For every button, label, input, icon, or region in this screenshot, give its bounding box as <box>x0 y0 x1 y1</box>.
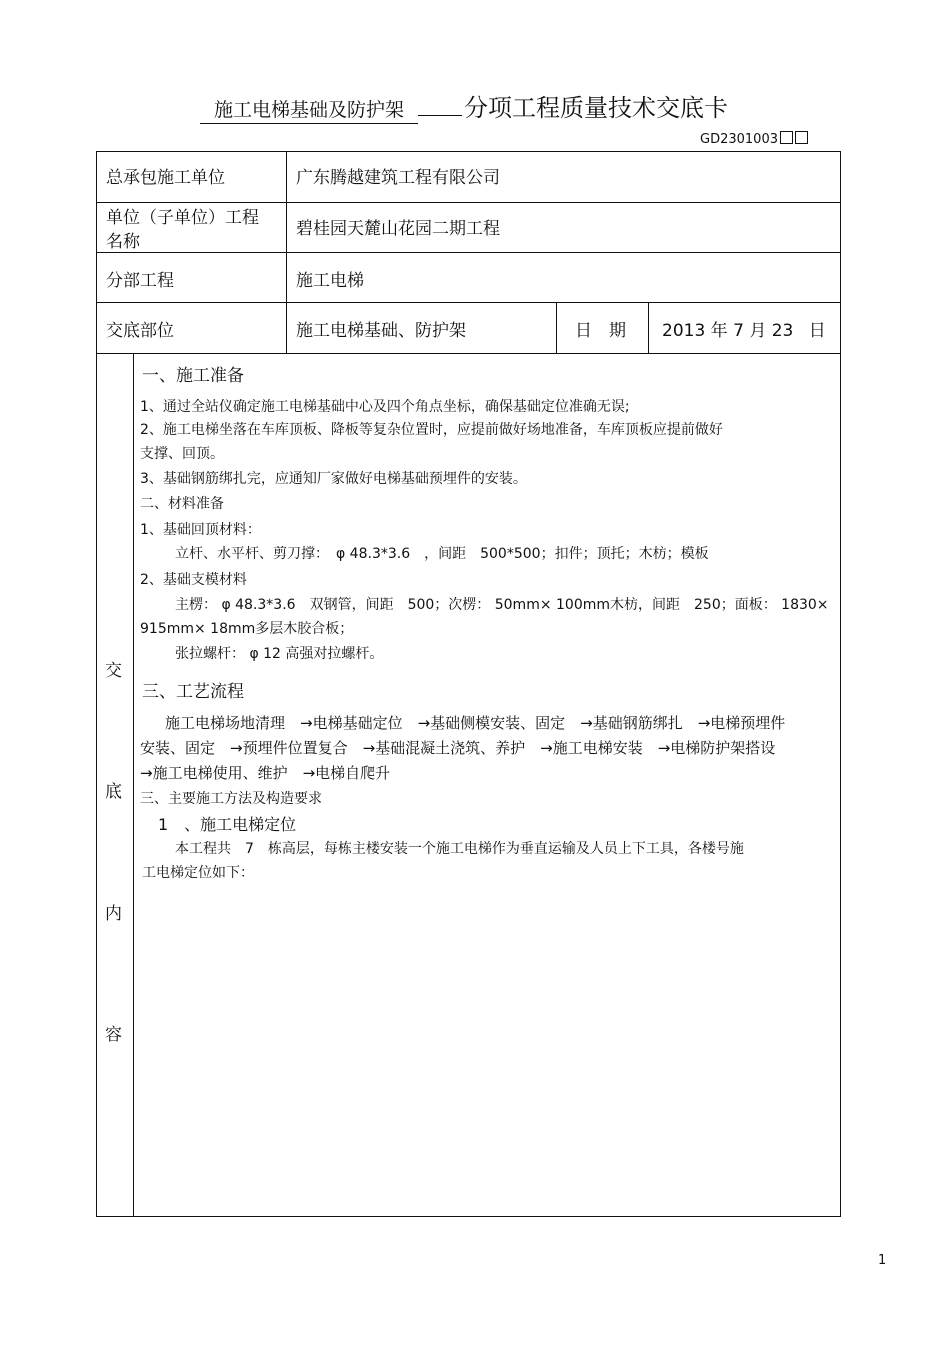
material-item-1: 1、基础回顶材料： <box>140 522 261 538</box>
section-material-title: 二、材料准备 <box>140 496 224 512</box>
material-item-2-detail-1: 主楞： φ 48.3*3.6 双钢管，间距 500；次楞： 50mm× 100mm木枋，间距 250；面板： 1830× <box>175 597 829 613</box>
material-item-2: 2、基础支模材料 <box>140 572 247 588</box>
title-main-part: 分项工程质量技术交底卡 <box>464 94 729 122</box>
process-flow-line3: →施工电梯使用、维护 →电梯自爬升 <box>140 764 391 782</box>
value-division: 施工电梯 <box>296 271 364 291</box>
date-month-unit: 月 <box>749 321 767 341</box>
label-division: 分部工程 <box>106 271 174 291</box>
document-code <box>700 131 808 147</box>
value-general-contractor: 广东腾越建筑工程有限公司 <box>296 168 500 188</box>
row-divider-4 <box>97 353 840 354</box>
method-paragraph-line1: 本工程共 7 栋高层，每栋主楼安装一个施工电梯作为垂直运输及人员上下工具，各楼号施 <box>175 841 744 857</box>
date-day: 23 <box>771 321 794 341</box>
material-item-2-detail-3: 张拉螺杆： φ 12 高强对拉螺杆。 <box>175 646 384 662</box>
date-month: 7 <box>733 321 744 341</box>
value-briefing-part: 施工电梯基础、防护架 <box>296 321 466 341</box>
date-year: 2013 <box>662 321 706 341</box>
method-paragraph-line2: 工电梯定位如下： <box>142 865 254 881</box>
process-flow-line2: 安装、固定 →预埋件位置复合 →基础混凝土浇筑、养护 →施工电梯安装 →电梯防护架搭设 <box>140 739 776 757</box>
prep-item-3: 3、基础钢筋绑扎完，应通知厂家做好电梯基础预埋件的安装。 <box>140 471 527 487</box>
label-briefing-part: 交底部位 <box>106 321 174 341</box>
section-prep-title: 一、施工准备 <box>142 366 244 386</box>
prep-item-2-line2: 支撑、回顶。 <box>140 446 224 462</box>
label-unit-project-line2: 名称 <box>106 232 140 252</box>
date-label-divider-right <box>648 302 649 353</box>
date-year-unit: 年 <box>710 321 728 341</box>
label-unit-project-line1: 单位（子单位）工程 <box>106 208 259 228</box>
value-unit-project: 碧桂园天麓山花园二期工程 <box>296 219 500 239</box>
value-date <box>662 316 826 341</box>
row-divider-2 <box>97 252 840 253</box>
side-label-char-4: 容 <box>105 1025 122 1045</box>
section-method-title: 三、主要施工方法及构造要求 <box>140 791 322 807</box>
material-item-1-detail: 立杆、水平杆、剪刀撑： φ 48.3*3.6 ，间距 500*500；扣件；顶托；木枋；模板 <box>175 546 709 562</box>
side-label-char-1: 交 <box>105 661 122 681</box>
label-column-divider <box>286 152 287 353</box>
process-flow-line1: 施工电梯场地清理 →电梯基础定位 →基础侧模安装、固定 →基础钢筋绑扎 →电梯预埋件 <box>165 714 786 732</box>
title-underlined-part: 施工电梯基础及防护架 <box>200 95 418 124</box>
document-title <box>200 88 728 124</box>
label-date: 日 期 <box>575 321 626 341</box>
side-label-char-2: 底 <box>105 782 122 802</box>
date-label-divider-left <box>556 302 557 353</box>
label-general-contractor: 总承包施工单位 <box>106 168 225 188</box>
date-day-unit: 日 <box>808 321 826 341</box>
page-number: 1 <box>878 1253 887 1268</box>
prep-item-2-line1: 2、施工电梯坐落在车库顶板、降板等复杂位置时，应提前做好场地准备，车库顶板应提前做好 <box>140 422 723 438</box>
side-label-divider <box>133 353 134 1217</box>
document-code-text: GD2301003 <box>700 132 778 147</box>
title-underline-blank <box>418 114 462 116</box>
side-label-char-3: 内 <box>105 904 122 924</box>
material-item-2-detail-2: 915mm× 18mm多层木胶合板； <box>140 621 354 637</box>
code-box-1 <box>780 131 793 144</box>
section-process-title: 三、工艺流程 <box>142 682 244 702</box>
prep-item-1: 1、通过全站仪确定施工电梯基础中心及四个角点坐标，确保基础定位准确无误; <box>140 399 630 415</box>
code-box-2 <box>795 131 808 144</box>
method-subsection-title: 1 、施工电梯定位 <box>158 815 297 834</box>
row-divider-3 <box>97 302 840 303</box>
